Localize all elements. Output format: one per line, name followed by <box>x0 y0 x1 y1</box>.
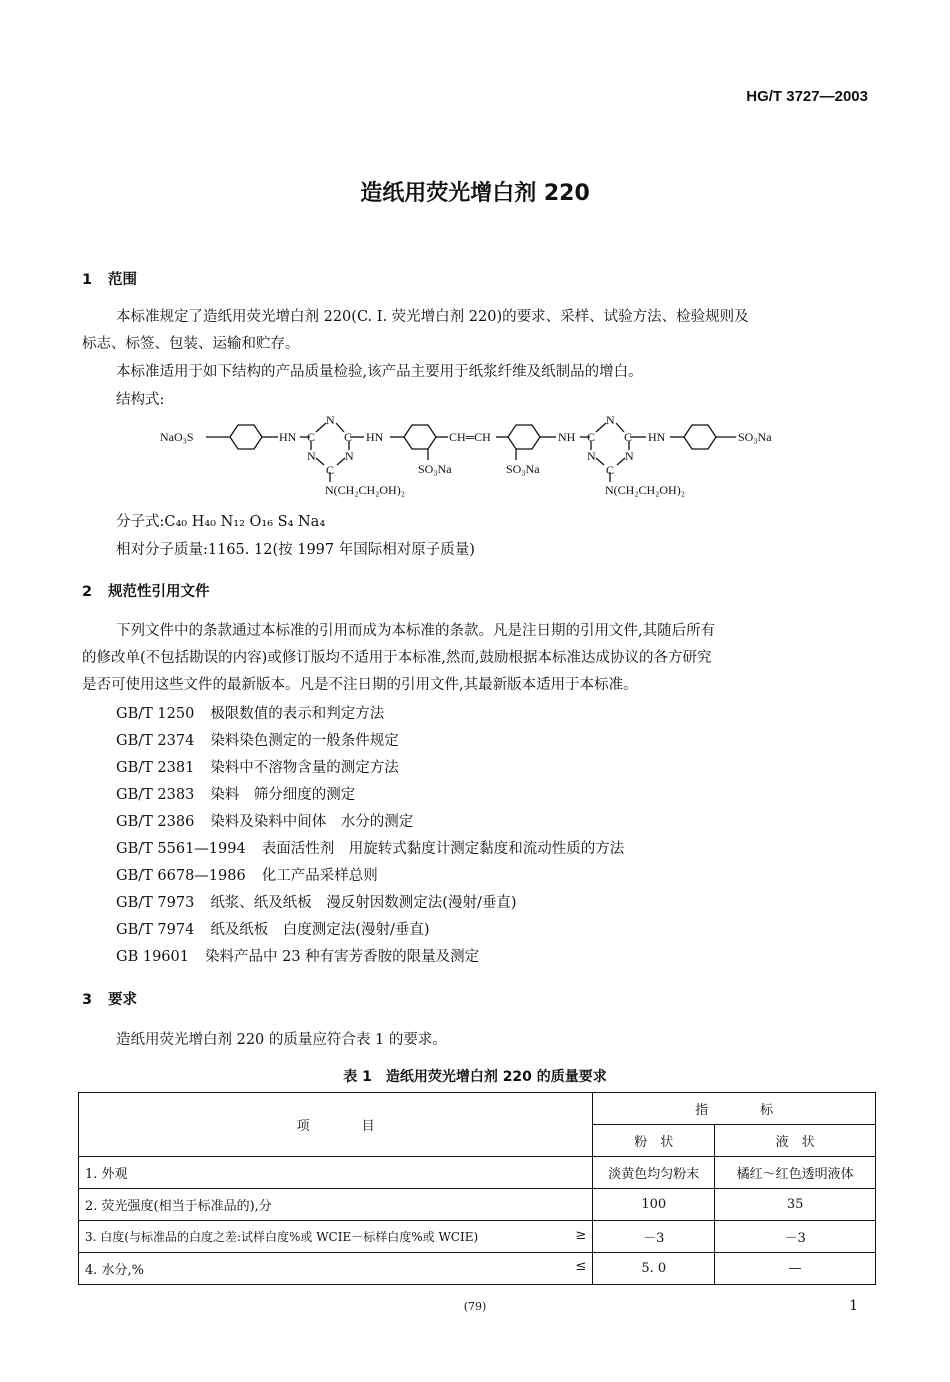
table-row <box>79 1253 876 1285</box>
reference-code: GB/T 7973 <box>116 895 195 911</box>
reference-code: GB/T 2383 <box>116 787 195 803</box>
row-item-cell <box>79 1221 593 1253</box>
formula-left-group: NaO₃S <box>160 430 194 444</box>
formula-atom: N <box>307 449 316 463</box>
section-number: 2 <box>82 584 93 600</box>
table-header-row <box>79 1093 876 1125</box>
reference-item <box>116 918 430 939</box>
reference-title: 染料染色测定的一般条件规定 <box>210 733 399 749</box>
formula-atom: C <box>326 463 335 477</box>
row-liquid: — <box>715 1253 876 1285</box>
paragraph-line: 标志、标签、包装、运输和贮存。 <box>82 336 300 352</box>
reference-item <box>116 702 384 723</box>
paragraph-line: 造纸用荧光增白剂 220 的质量应符合表 1 的要求。 <box>116 1032 447 1048</box>
formula-atom: N <box>326 413 335 427</box>
row-powder: 淡黄色均匀粉末 <box>593 1157 715 1189</box>
reference-code: GB/T 5561—1994 <box>116 841 246 857</box>
reference-code: GB/T 2381 <box>116 760 195 776</box>
row-sign: ≤ <box>575 1259 587 1274</box>
paragraph-line: 本标准规定了造纸用荧光增白剂 220(C. I. 荧光增白剂 220)的要求、采样、试验方法、检验规则及 <box>116 309 749 325</box>
formula-atom: C <box>624 430 633 444</box>
reference-title: 表面活性剂 用旋转式黏度计测定黏度和流动性质的方法 <box>261 841 625 857</box>
paragraph-line: 是否可使用这些文件的最新版本。凡是不注日期的引用文件,其最新版本适用于本标准。 <box>82 677 638 693</box>
row-liquid: －3 <box>715 1221 876 1253</box>
formula-hn-3: HN <box>648 430 666 444</box>
header-item: 项 目 <box>79 1093 593 1157</box>
row-powder: 5. 0 <box>593 1253 715 1285</box>
section-title: 规范性引用文件 <box>108 584 210 600</box>
row-item: 3. 白度(与标准品的白度之差:试样白度%或 WCIE－标样白度%或 WCIE) <box>85 1230 479 1244</box>
structure-label: 结构式: <box>116 392 165 408</box>
reference-title: 化工产品采样总则 <box>261 868 378 884</box>
section-1-heading <box>82 268 137 289</box>
table-row <box>79 1189 876 1221</box>
table-row <box>79 1157 876 1189</box>
document-title: 造纸用荧光增白剂 220 <box>360 181 590 206</box>
row-item-cell <box>79 1157 593 1189</box>
row-item-cell <box>79 1189 593 1221</box>
row-liquid: 橘红～红色透明液体 <box>715 1157 876 1189</box>
molecular-mass: 相对分子质量:1165. 12(按 1997 年国际相对原子质量) <box>116 542 475 558</box>
standard-number: HG/T 3727—2003 <box>746 88 868 105</box>
formula-amine-right: N(CH₂CH₂OH)₂ <box>605 483 685 497</box>
reference-title: 染料 筛分细度的测定 <box>210 787 356 803</box>
page-number: 1 <box>849 1298 858 1314</box>
reference-item <box>116 891 517 912</box>
header-index: 指 标 <box>593 1093 876 1125</box>
formula-hn-1: HN <box>279 430 297 444</box>
formula-atom: C <box>344 430 353 444</box>
formula-atom: N <box>606 413 615 427</box>
formula-sulfo-right: SO₃Na <box>506 462 540 476</box>
section-title: 要求 <box>108 992 137 1008</box>
formula-amine-left: N(CH₂CH₂OH)₂ <box>325 483 405 497</box>
table-caption: 表 1 造纸用荧光增白剂 220 的质量要求 <box>343 1069 607 1085</box>
paragraph-line: 本标准适用于如下结构的产品质量检验,该产品主要用于纸浆纤维及纸制品的增白。 <box>116 364 643 380</box>
reference-item <box>116 864 378 885</box>
row-liquid: 35 <box>715 1189 876 1221</box>
paragraph-line: 下列文件中的条款通过本标准的引用而成为本标准的条款。凡是注日期的引用文件,其随后所有 <box>116 623 716 639</box>
reference-code: GB/T 7974 <box>116 922 195 938</box>
row-item: 2. 荧光强度(相当于标准品的),分 <box>85 1199 272 1214</box>
reference-code: GB/T 6678—1986 <box>116 868 246 884</box>
section-2-heading <box>82 580 210 601</box>
row-powder: －3 <box>593 1221 715 1253</box>
section-number: 1 <box>82 272 93 288</box>
reference-code: GB/T 2374 <box>116 733 195 749</box>
formula-nh: NH <box>558 430 576 444</box>
row-item: 4. 水分,% <box>85 1263 145 1278</box>
row-powder: 100 <box>593 1189 715 1221</box>
header-powder: 粉 状 <box>593 1125 715 1157</box>
formula-atom: N <box>345 449 354 463</box>
reference-item <box>116 756 399 777</box>
section-number: 3 <box>82 992 93 1008</box>
reference-item <box>116 810 413 831</box>
formula-hn-2: HN <box>366 430 384 444</box>
reference-item <box>116 783 355 804</box>
row-item-cell <box>79 1253 593 1285</box>
section-3-heading <box>82 988 137 1009</box>
formula-atom: N <box>625 449 634 463</box>
reference-item <box>116 837 624 858</box>
formula-label: 分子式: <box>116 514 165 530</box>
row-sign: ≥ <box>575 1228 587 1243</box>
reference-title: 极限数值的表示和判定方法 <box>210 706 385 722</box>
structural-formula <box>160 410 800 505</box>
header-liquid: 液 状 <box>715 1125 876 1157</box>
reference-code: GB/T 1250 <box>116 706 195 722</box>
reference-title: 纸浆、纸及纸板 漫反射因数测定法(漫射/垂直) <box>210 895 517 911</box>
reference-title: 染料中不溶物含量的测定方法 <box>210 760 399 776</box>
reference-title: 染料产品中 23 种有害芳香胺的限量及测定 <box>204 949 480 965</box>
molecular-formula <box>116 510 325 531</box>
formula-atom: C <box>307 430 316 444</box>
reference-code: GB 19601 <box>116 949 189 965</box>
formula-bridge: CH═CH <box>449 430 491 444</box>
formula-right-group: SO₃Na <box>738 430 772 444</box>
page-marker: (79) <box>463 1300 487 1313</box>
formula-value: C₄₀ H₄₀ N₁₂ O₁₆ S₄ Na₄ <box>164 514 326 530</box>
table-row <box>79 1221 876 1253</box>
section-title: 范围 <box>108 272 137 288</box>
reference-item <box>116 945 479 966</box>
requirements-table <box>78 1092 876 1285</box>
reference-title: 染料及染料中间体 水分的测定 <box>210 814 414 830</box>
formula-sulfo-left: SO₃Na <box>418 462 452 476</box>
reference-code: GB/T 2386 <box>116 814 195 830</box>
reference-title: 纸及纸板 白度测定法(漫射/垂直) <box>210 922 430 938</box>
reference-item <box>116 729 399 750</box>
formula-atom: C <box>606 463 615 477</box>
row-item: 1. 外观 <box>85 1167 128 1182</box>
formula-atom: C <box>587 430 596 444</box>
paragraph-line: 的修改单(不包括勘误的内容)或修订版均不适用于本标准,然而,鼓励根据本标准达成协议的各方研究 <box>82 650 712 666</box>
formula-atom: N <box>587 449 596 463</box>
